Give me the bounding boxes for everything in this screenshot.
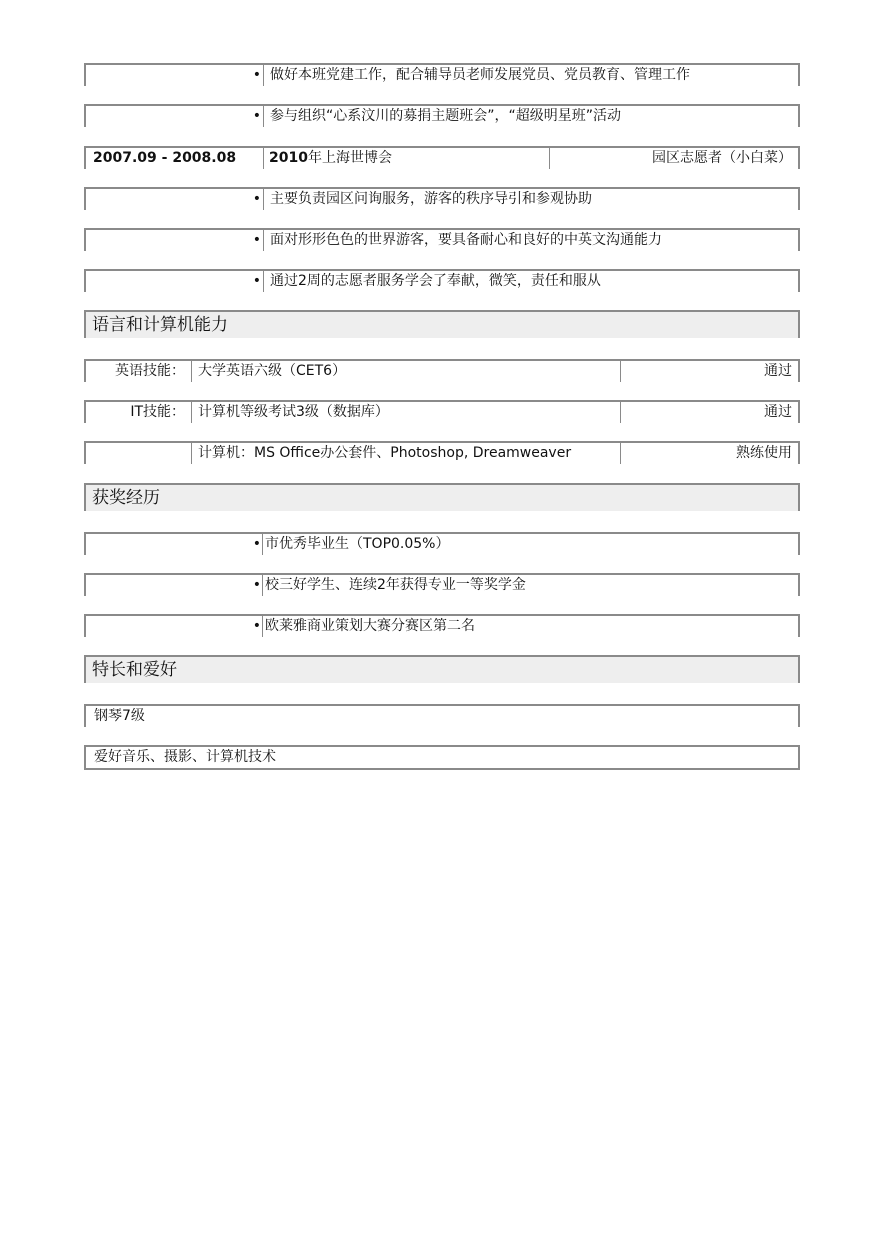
expo-period: 2007.09 - 2008.08 bbox=[93, 150, 237, 166]
skill-row bbox=[84, 359, 800, 382]
bullet-icon: • bbox=[252, 191, 261, 207]
expo-organization-text: 年上海世博会 bbox=[307, 150, 392, 166]
award-row bbox=[84, 573, 800, 596]
award-text: 市优秀毕业生（TOP0.05%） bbox=[262, 534, 798, 555]
bullet-text: 参与组织“心系汶川的募捐主题班会”，“超级明星班”活动 bbox=[263, 106, 798, 127]
skill-label: 英语技能： bbox=[115, 363, 185, 379]
section-title-skills: 语言和计算机能力 bbox=[84, 310, 800, 338]
section-title-awards: 获奖经历 bbox=[84, 483, 800, 511]
bullet-icon: • bbox=[252, 232, 261, 248]
experience-bullet-row bbox=[84, 63, 800, 86]
hobby-row bbox=[84, 745, 800, 770]
skill-item: 大学英语六级（CET6） bbox=[191, 361, 621, 382]
bullet-icon: • bbox=[252, 618, 261, 634]
hobby-text: 爱好音乐、摄影、计算机技术 bbox=[94, 749, 276, 765]
bullet-icon: • bbox=[252, 577, 261, 593]
bullet-icon: • bbox=[252, 67, 261, 83]
award-text: 欧莱雅商业策划大赛分赛区第二名 bbox=[262, 616, 798, 637]
award-row bbox=[84, 532, 800, 555]
experience-bullet-row bbox=[84, 104, 800, 127]
award-row bbox=[84, 614, 800, 637]
skill-label: IT技能： bbox=[130, 404, 185, 420]
expo-header-row bbox=[84, 146, 800, 169]
bullet-icon: • bbox=[252, 108, 261, 124]
bullet-text: 通过2周的志愿者服务学会了奉献，微笑，责任和服从 bbox=[263, 271, 798, 292]
skill-item: 计算机等级考试3级（数据库） bbox=[191, 402, 621, 423]
award-text: 校三好学生、连续2年获得专业一等奖学金 bbox=[262, 575, 798, 596]
hobby-text: 钢琴7级 bbox=[94, 708, 145, 724]
bullet-text: 主要负责园区问询服务，游客的秩序导引和参观协助 bbox=[263, 189, 798, 210]
skill-status: 通过 bbox=[620, 361, 798, 382]
skill-row bbox=[84, 441, 800, 464]
expo-role: 园区志愿者（小白菜） bbox=[549, 148, 798, 169]
section-title-hobbies: 特长和爱好 bbox=[84, 655, 800, 683]
expo-bullet-row bbox=[84, 187, 800, 210]
hobby-row bbox=[84, 704, 800, 727]
expo-organization: 2010年上海世博会 bbox=[263, 148, 550, 169]
bullet-icon: • bbox=[252, 273, 261, 289]
expo-bullet-row bbox=[84, 228, 800, 251]
skill-label bbox=[86, 443, 191, 464]
bullet-text: 做好本班党建工作，配合辅导员老师发展党员、党员教育、管理工作 bbox=[263, 65, 798, 86]
expo-bullet-row bbox=[84, 269, 800, 292]
bullet-icon: • bbox=[252, 536, 261, 552]
skill-item: 计算机：MS Office办公套件、Photoshop, Dreamweaver bbox=[191, 443, 621, 464]
skill-status: 熟练使用 bbox=[620, 443, 798, 464]
bullet-text: 面对形形色色的世界游客，要具备耐心和良好的中英文沟通能力 bbox=[263, 230, 798, 251]
skill-row bbox=[84, 400, 800, 423]
skill-status: 通过 bbox=[620, 402, 798, 423]
